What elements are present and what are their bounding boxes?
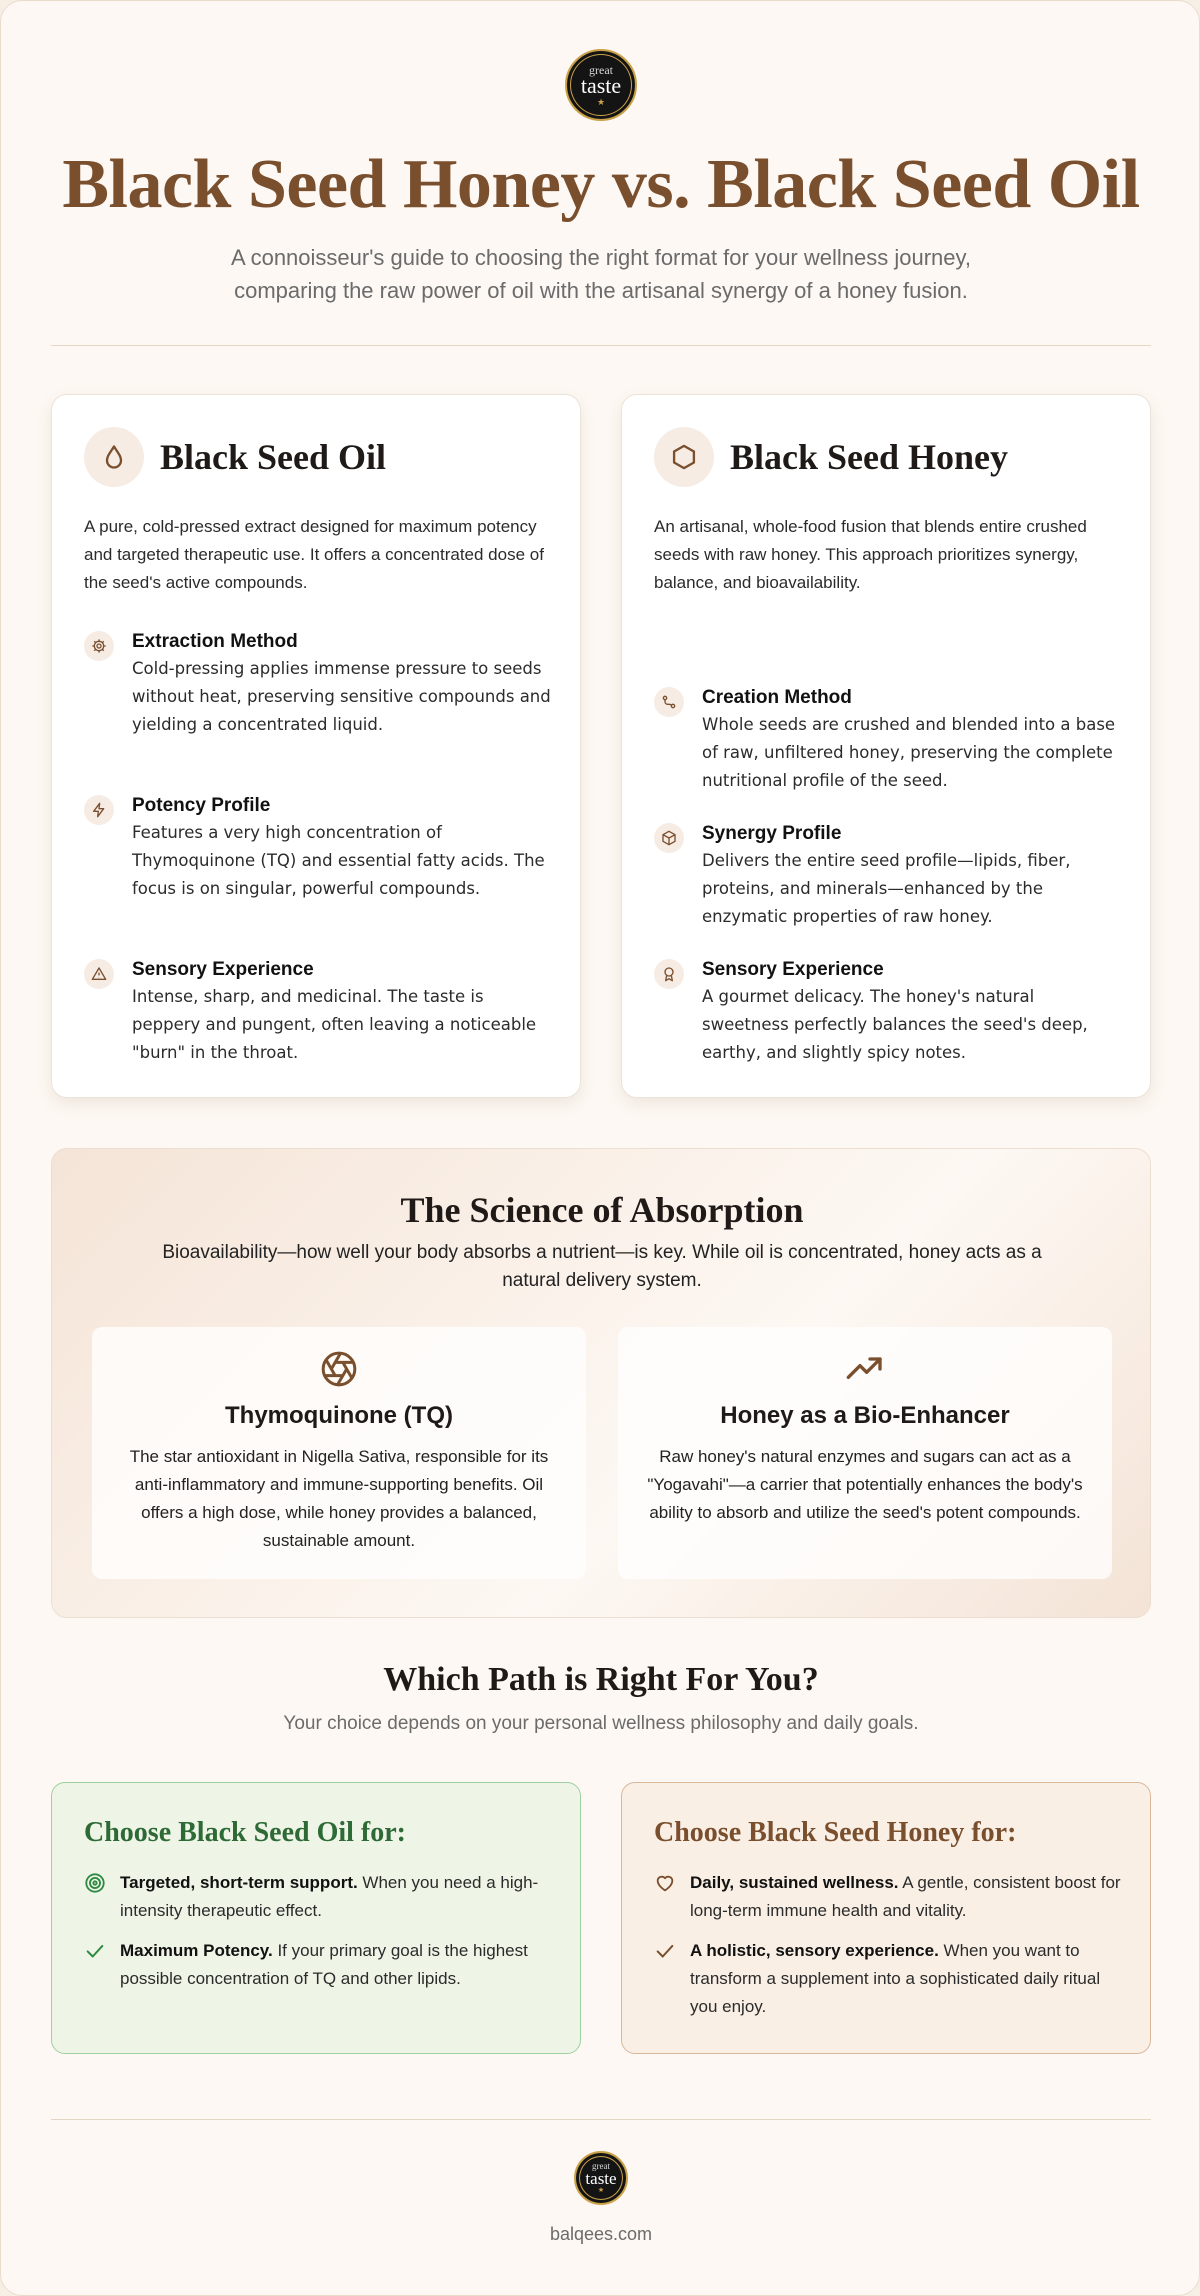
feature-title: Creation Method: [702, 687, 852, 708]
path-title: Which Path is Right For You?: [383, 1661, 819, 1698]
oil-feature: [84, 629, 552, 739]
footer-site-link[interactable]: balqees.com: [549, 2224, 653, 2244]
check-icon: [654, 1940, 676, 1962]
choice-text: [690, 1937, 1124, 2021]
choice-bold: A holistic, sensory experience.: [690, 1941, 939, 1960]
feature-title: Sensory Experience: [702, 959, 884, 980]
feature-text: Intense, sharp, and medicinal. The taste is peppery and pungent, often leaving a noticeable "burn" in the throat.: [132, 987, 537, 1062]
feature-title: Synergy Profile: [702, 823, 842, 844]
oil-card-title: Black Seed Oil: [160, 437, 387, 477]
badge-line2: taste: [580, 72, 622, 98]
oil-feature: [84, 793, 552, 903]
choose-oil-title: Choose Black Seed Oil for:: [84, 1817, 406, 1848]
heart-icon: [654, 1872, 676, 1894]
choose-honey-item: [654, 1937, 1124, 2021]
science-card-bio-enhancer: [618, 1327, 1112, 1579]
feature-title: Sensory Experience: [132, 959, 314, 980]
badge-star-icon: ★: [597, 2186, 605, 2194]
path-subtitle: Your choice depends on your personal wellness philosophy and daily goals.: [283, 1713, 919, 1734]
choice-detail: A gentle, consistent boost for long-term immune health and vitality.: [690, 1873, 1121, 1920]
subtitle-line-2: comparing the raw power of oil with the artisanal synergy of a honey fusion.: [234, 278, 968, 303]
route-icon: [654, 687, 684, 717]
trending-up-icon: [618, 1349, 1112, 1389]
science-card-title: Thymoquinone (TQ): [225, 1402, 453, 1429]
feature-text: Cold-pressing applies immense pressure to seeds without heat, preserving sensitive compounds and yielding a concentrated liquid.: [132, 659, 551, 734]
page-subtitle: [1, 241, 1200, 307]
choice-bold: Daily, sustained wellness.: [690, 1873, 899, 1892]
science-card-tq: [92, 1327, 586, 1579]
feature-title: Potency Profile: [132, 795, 271, 816]
header: [1, 49, 1200, 307]
oil-card-description: A pure, cold-pressed extract designed for maximum potency and targeted therapeutic use. It offers a concentrated dose of the seed's active compounds.: [84, 517, 544, 592]
award-icon: [654, 959, 684, 989]
science-card-title: Honey as a Bio-Enhancer: [720, 1402, 1010, 1429]
feature-text: A gourmet delicacy. The honey's natural sweetness perfectly balances the seed's deep, earthy, and slightly spicy notes.: [702, 987, 1088, 1062]
oil-card: [51, 394, 581, 1098]
subtitle-line-1: A connoisseur's guide to choosing the right format for your wellness journey,: [231, 245, 971, 270]
honey-card-description: An artisanal, whole-food fusion that blends entire crushed seeds with raw honey. This approach prioritizes synergy, balance, and bioavailability.: [654, 517, 1087, 592]
badge-line1: great: [589, 62, 613, 77]
warning-icon: [84, 959, 114, 989]
science-section: [51, 1148, 1151, 1618]
choose-honey-item: [654, 1869, 1124, 1925]
honey-card: [621, 394, 1151, 1098]
aperture-icon: [92, 1349, 586, 1389]
feature-text: Features a very high concentration of Thymoquinone (TQ) and essential fatty acids. The focus is on singular, powerful compounds.: [132, 823, 545, 898]
choice-text: [120, 1937, 554, 1993]
choice-text: [690, 1869, 1124, 1925]
badge-line2: taste: [585, 2168, 617, 2188]
honey-feature: [654, 821, 1122, 931]
great-taste-badge: [565, 49, 637, 121]
bolt-icon: [84, 795, 114, 825]
honey-card-header: [654, 427, 1008, 487]
science-card-text: Raw honey's natural enzymes and sugars can act as a "Yogavahi"—a carrier that potentially enhances the body's ability to absorb and utilize the seed's potent compounds.: [647, 1447, 1083, 1522]
oil-card-header: [84, 427, 386, 487]
choose-honey-box: [621, 1782, 1151, 2054]
science-card-text: The star antioxidant in Nigella Sativa, responsible for its anti-inflammatory and immune-supporting benefits. Oil offers a high dose, while honey provides a balanced, sustainable amount.: [129, 1447, 549, 1550]
droplet-icon: [84, 427, 144, 487]
choose-oil-item: [84, 1869, 554, 1925]
choice-bold: Maximum Potency.: [120, 1941, 273, 1960]
target-icon: [84, 1872, 106, 1894]
gear-icon: [84, 631, 114, 661]
box-icon: [654, 823, 684, 853]
honey-card-title: Black Seed Honey: [730, 437, 1009, 477]
check-icon: [84, 1940, 106, 1962]
science-subtitle: Bioavailability—how well your body absorbs a nutrient—is key. While oil is concentrated, honey acts as a natural delivery system.: [162, 1242, 1042, 1291]
honey-feature: [654, 685, 1122, 795]
honey-feature: [654, 957, 1122, 1067]
choice-text: [120, 1869, 554, 1925]
choose-honey-title: Choose Black Seed Honey for:: [654, 1817, 1017, 1848]
page-title: Black Seed Honey vs. Black Seed Oil: [62, 146, 1140, 223]
choice-detail: When you want to transform a supplement into a sophisticated daily ritual you enjoy.: [690, 1941, 1101, 2016]
footer-badge: [574, 2151, 628, 2205]
hexagon-icon: [654, 427, 714, 487]
science-title: The Science of Absorption: [400, 1190, 804, 1230]
badge-star-icon: ★: [596, 96, 606, 107]
feature-title: Extraction Method: [132, 631, 298, 652]
feature-text: Whole seeds are crushed and blended into a base of raw, unfiltered honey, preserving the complete nutritional profile of the seed.: [702, 715, 1116, 790]
choice-detail: If your primary goal is the highest possible concentration of TQ and other lipids.: [120, 1941, 528, 1988]
feature-text: Delivers the entire seed profile—lipids, fiber, proteins, and minerals—enhanced by the enzymatic properties of raw honey.: [702, 851, 1071, 926]
bottom-divider: [51, 2119, 1151, 2120]
great-taste-badge: [574, 2151, 628, 2205]
oil-feature: [84, 957, 552, 1067]
choose-oil-box: [51, 1782, 581, 2054]
choice-bold: Targeted, short-term support.: [120, 1873, 358, 1892]
choose-oil-item: [84, 1937, 554, 1993]
choice-detail: When you need a high-intensity therapeutic effect.: [120, 1873, 539, 1920]
badge-line1: great: [592, 2160, 610, 2171]
top-divider: [51, 345, 1151, 346]
